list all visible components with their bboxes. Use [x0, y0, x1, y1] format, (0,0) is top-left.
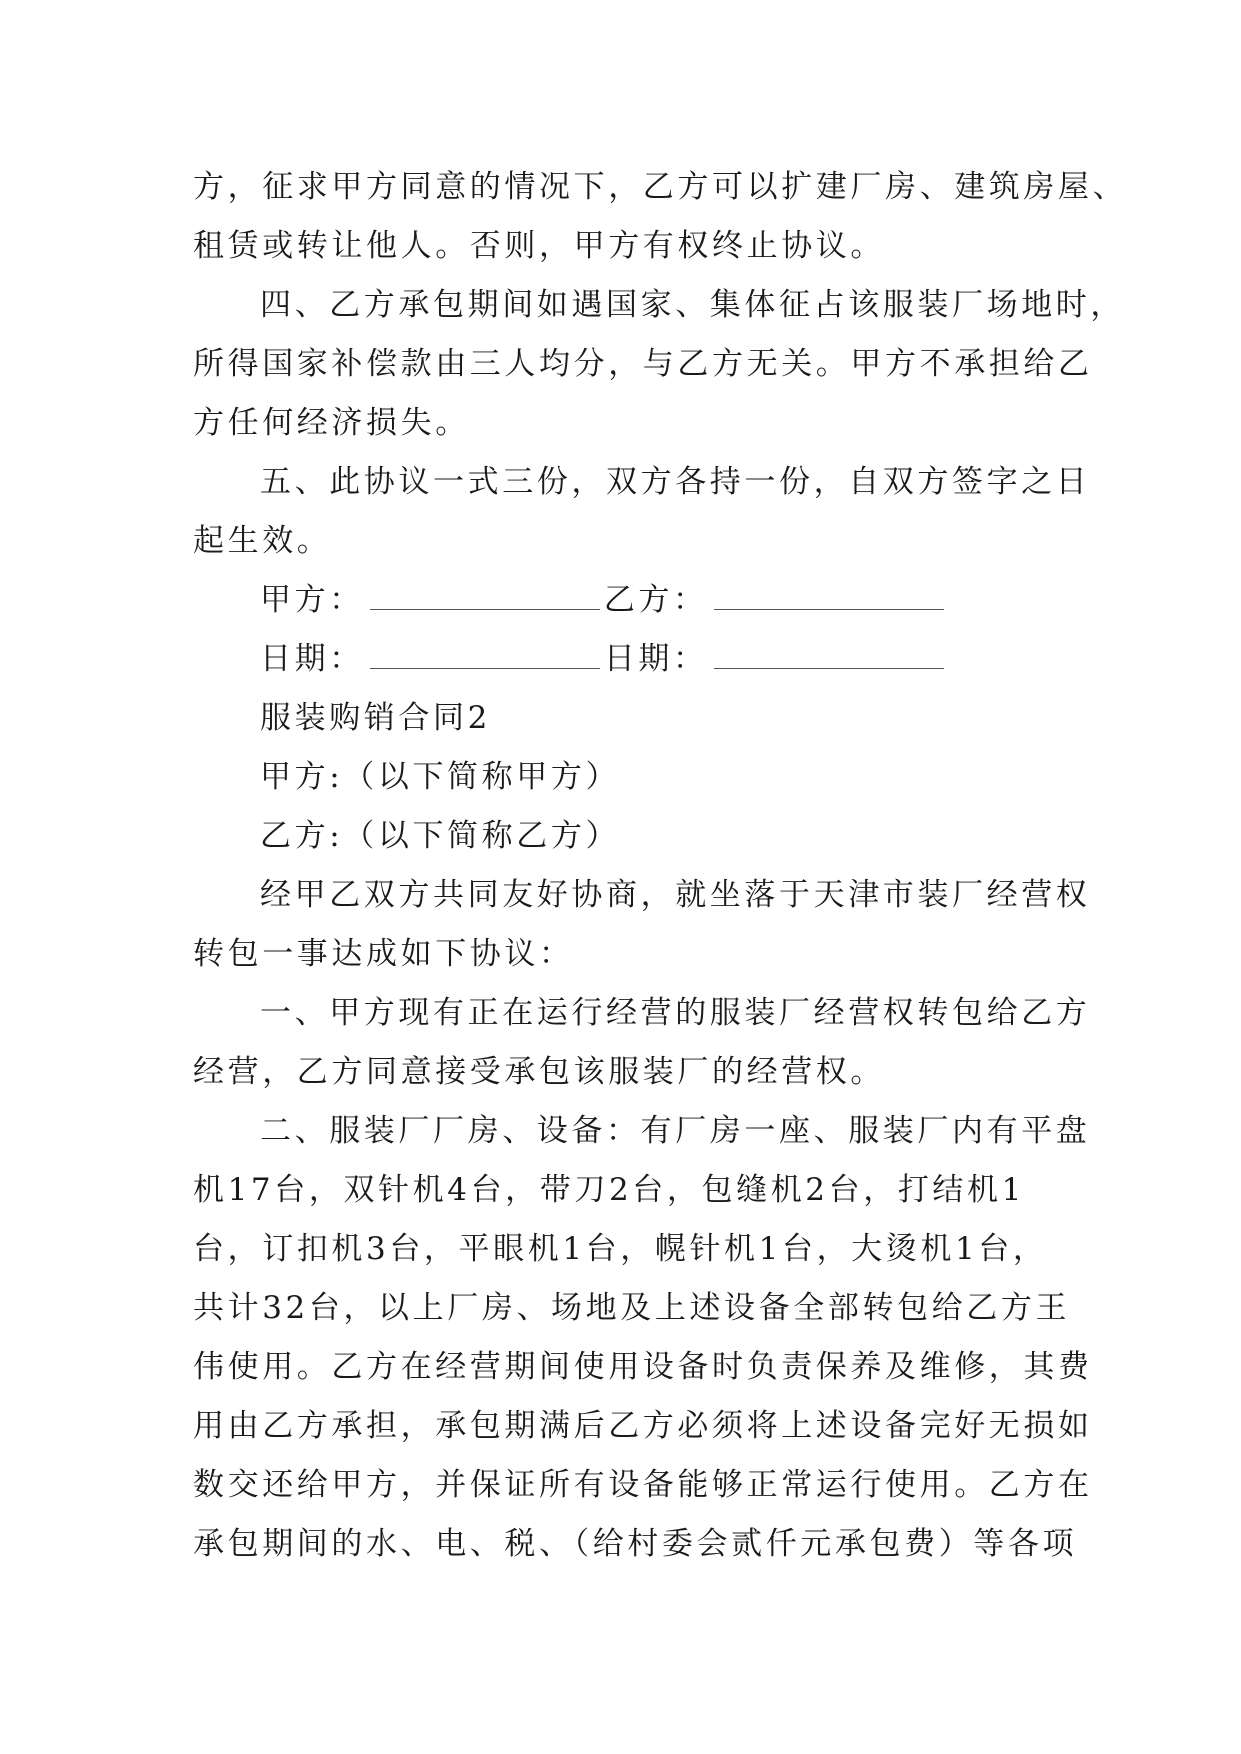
contract2-clause-one: 一、甲方现有正在运行经营的服装厂经营权转包给乙方 [260, 995, 1091, 1031]
text-line: 方任何经济损失。 [193, 405, 470, 441]
party-a-date-blank [370, 646, 600, 669]
party-b-signature-label: 乙方： [603, 582, 708, 618]
text-line: 租赁或转让他人。否则，甲方有权终止协议。 [193, 228, 885, 264]
date-row [193, 630, 1063, 689]
contract2-text-line: 共计32台，以上厂房、场地及上述设备全部转包给乙方王 [193, 1290, 1071, 1326]
contract2-party-a: 甲方:（以下简称甲方） [260, 759, 621, 795]
party-a-signature-label: 甲方： [260, 582, 364, 618]
party-a-date-label: 日期： [260, 641, 364, 677]
clause-five-line: 五、此协议一式三份，双方各持一份，自双方签字之日 [260, 464, 1091, 500]
contract2-text-line: 转包一事达成如下协议： [193, 936, 574, 972]
contract2-party-b: 乙方:（以下简称乙方） [260, 818, 621, 854]
document-page [193, 158, 1128, 1574]
contract2-text-line: 机17台，双针机4台，带刀2台，包缝机2台，打结机1 [193, 1172, 1025, 1208]
contract2-text-line: 数交还给甲方，并保证所有设备能够正常运行使用。乙方在 [193, 1467, 1093, 1503]
contract2-text-line: 用由乙方承担，承包期满后乙方必须将上述设备完好无损如 [193, 1408, 1093, 1444]
party-a-signature-blank [370, 587, 600, 610]
contract2-text-line: 经营，乙方同意接受承包该服装厂的经营权。 [193, 1054, 885, 1090]
text-line: 起生效。 [193, 523, 332, 559]
contract2-text-line: 承包期间的水、电、税、（给村委会贰仟元承包费）等各项 [193, 1526, 1078, 1562]
text-line: 所得国家补偿款由三人均分，与乙方无关。甲方不承担给乙 [193, 346, 1093, 382]
party-b-date-label: 日期： [603, 641, 708, 677]
contract2-text-line: 经甲乙双方共同友好协商，就坐落于天津市装厂经营权 [260, 877, 1091, 913]
contract2-clause-two: 二、服装厂厂房、设备：有厂房一座、服装厂内有平盘 [260, 1113, 1091, 1149]
text-line: 方，征求甲方同意的情况下，乙方可以扩建厂房、建筑房屋、 [193, 169, 1128, 205]
party-b-signature-blank [714, 587, 944, 610]
party-b-date-blank [714, 646, 944, 669]
signature-row [193, 571, 1063, 630]
contract2-title: 服装购销合同2 [260, 700, 491, 736]
clause-four-line: 四、乙方承包期间如遇国家、集体征占该服装厂场地时， [260, 287, 1125, 323]
contract2-text-line: 台，订扣机3台，平眼机1台，幌针机1台，大烫机1台， [193, 1231, 1048, 1267]
contract2-text-line: 伟使用。乙方在经营期间使用设备时负责保养及维修，其费 [193, 1349, 1093, 1385]
